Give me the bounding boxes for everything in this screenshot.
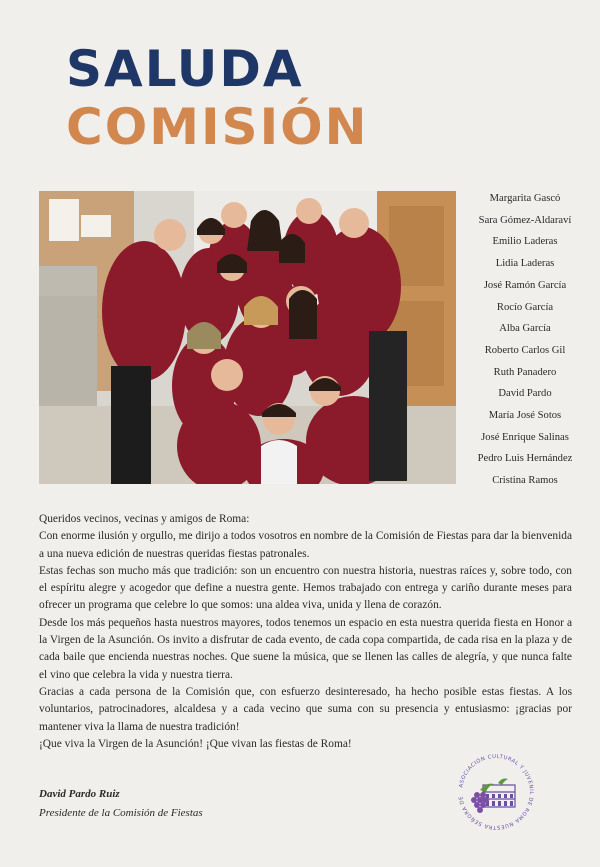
member-name: Rocío García [496,301,554,313]
member-name: Roberto Carlos Gil [484,344,566,356]
member-name: Emilio Laderas [492,236,558,248]
member-name: Lidia Laderas [495,258,555,270]
letter-paragraph: Gracias a cada persona de la Comisión que, con esfuerzo desinteresado, ha hecho posible estas fiestas. A los voluntarios, patrocinadores, alcaldesa y a cada vecino que suma con su presencia y entusiasmo: ¡gracias por mantener viva la llama de nuestra tradición! [39,685,572,733]
association-seal [453,749,539,835]
colosseum-grapes-icon [453,749,539,835]
letter-paragraph: ¡Que viva la Virgen de la Asunción! ¡Que vivan las fiestas de Roma! [39,737,352,750]
letter-paragraph: Estas fechas son mucho más que tradición: son un encuentro con nuestra historia, nuestras raíces y, sobre todo, con el espíritu alegre y acogedor que define a nuestra gente. Hemos trabajado con entrega y cariño durante meses para ofrecer un programa que celebre lo que somos: una aldea viva, unida y llena de corazón. [39,564,572,612]
member-name: Ruth Panadero [493,366,557,378]
group-photo-icon [39,191,456,484]
signature-block [39,785,203,823]
letter-paragraph: Desde los más pequeños hasta nuestros mayores, todos tenemos un espacio en esta nuestra querida fiesta en Honor a la Virgen de la Asunción. Os invito a disfrutar de cada evento, de cada copa compartida, de cada risa en la plaza y de cada baile que encienda nuestras noches. Que suene la música, que se llenen las calles de alegría, y que nunca falte el vino que celebra la vida y nuestra tierra. [39,616,572,681]
member-name: David Pardo [498,388,552,400]
svg-text:ASOCIACIÓN CULTURAL Y JUVENIL [453,749,534,830]
letter-body [39,511,572,753]
title-line-2: COMISIÓN [66,98,369,156]
title-line-1: SALUDA [66,40,304,98]
member-name: Alba García [499,323,551,335]
member-name: Margarita Gascó [489,193,561,204]
letter-paragraph: Con enorme ilusión y orgullo, me dirijo a todos vosotros en nombre de la Comisión de Fiestas para dar la bienvenida a una nueva edición de nuestras queridas fiestas patronales. [39,530,572,560]
member-name: María José Sotos [488,410,562,422]
signature-role: Presidente de la Comisión de Fiestas [39,807,203,819]
member-name: José Ramón García [483,279,567,291]
signature-name: David Pardo Ruiz [39,788,120,800]
member-name: Pedro Luis Hernández [477,453,573,465]
member-name: Sara Gómez-Aldaraví [478,214,572,226]
member-list [462,188,588,492]
member-name: José Enrique Salinas [481,431,569,443]
member-name: Cristina Ramos [492,475,558,487]
letter-greeting: Queridos vecinos, vecinas y amigos de Roma: [39,513,250,525]
seal-text: ASOCIACIÓN CULTURAL Y JUVENIL DE ROMA NUESTRA SEÑORA DE [458,753,535,831]
group-photo [39,191,456,484]
